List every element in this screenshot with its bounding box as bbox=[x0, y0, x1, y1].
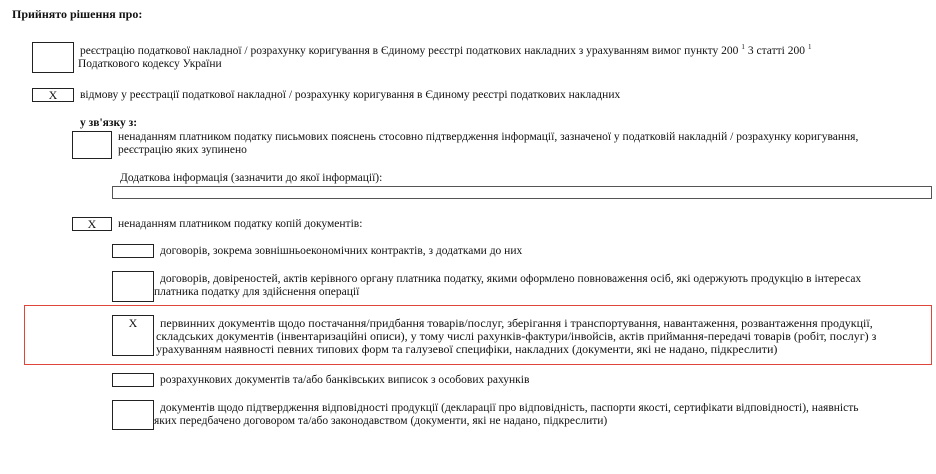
refuse-checkbox-mark: X bbox=[48, 88, 58, 102]
document-text-conformity-line1: документів щодо підтвердження відповідності продукції (декларації про відповідність, паспорти якості, сертифікати відповідності), наявність bbox=[160, 402, 859, 414]
document-text-primary-line2: складських документів (інвентаризаційні описи), у тому числі рахунків-фактури/інвойсів, актів приймання-передачі товарів (робіт, послуг) з bbox=[156, 329, 877, 343]
document-text-contracts: договорів, зокрема зовнішньоекономічних контрактів, з додатками до них bbox=[160, 245, 523, 257]
no-copies-checkbox-mark: X bbox=[87, 217, 97, 231]
document-text-primary-line3: урахуванням наявності певних типових форм та галузевої специфіки, накладних (документи, які не надано, підкреслити) bbox=[156, 342, 778, 356]
reasons-heading: у зв'язку з: bbox=[80, 117, 138, 129]
additional-info-label: Додаткова інформація (зазначити до якої інформації): bbox=[120, 172, 383, 184]
document-text-settlement: розрахункових документів та/або банківських виписок з особових рахунків bbox=[160, 374, 530, 386]
additional-info-field[interactable] bbox=[112, 186, 932, 199]
page-title: Прийнято рішення про: bbox=[12, 7, 143, 21]
document-text-primary-line1: первинних документів щодо постачання/придбання товарів/послуг, зберігання і транспортування, навантаження, розвантаження продукції, bbox=[160, 316, 873, 330]
no-explanations-checkbox[interactable] bbox=[72, 131, 112, 159]
document-checkbox-conformity[interactable] bbox=[112, 400, 154, 430]
no-copies-text: ненаданням платником податку копій документів: bbox=[118, 218, 363, 230]
document-text-powers-line2: платника податку для здійснення операції bbox=[154, 286, 360, 298]
no-explanations-line2: реєстрацію яких зупинено bbox=[118, 144, 247, 156]
no-explanations-line1: ненаданням платником податку письмових пояснень стосовно підтвердження інформації, зазначеної у податковій накладній / розрахунку коригування, bbox=[118, 131, 859, 143]
document-checkbox-contracts[interactable] bbox=[112, 244, 154, 258]
document-checkbox-powers[interactable] bbox=[112, 271, 154, 302]
document-text-powers-line1: договорів, довіреностей, актів керівного органу платника податку, якими оформлено повноваження осіб, які одержують продукцію в інтересах bbox=[160, 273, 862, 285]
register-text-line1: реєстрацію податкової накладної / розрахунку коригування в Єдиному реєстрі податкових накладних з урахуванням вимог пункту 200 $^1$ 3 статті 200 $^1$ bbox=[80, 43, 812, 57]
document-text-conformity-line2: яких передбачено договором та/або законодавством (документи, які не надано, підкреслити) bbox=[154, 415, 608, 427]
register-checkbox[interactable] bbox=[32, 42, 74, 73]
document-checkbox-primary[interactable] bbox=[112, 315, 154, 356]
refuse-checkbox[interactable] bbox=[32, 88, 74, 102]
no-copies-checkbox[interactable] bbox=[72, 217, 112, 231]
refuse-text: відмову у реєстрації податкової накладної / розрахунку коригування в Єдиному реєстрі податкових накладних bbox=[80, 89, 621, 101]
document-checkbox-settlement[interactable] bbox=[112, 373, 154, 387]
document-checkbox-mark: X bbox=[128, 316, 138, 330]
register-text-line2: Податкового кодексу України bbox=[78, 58, 222, 70]
